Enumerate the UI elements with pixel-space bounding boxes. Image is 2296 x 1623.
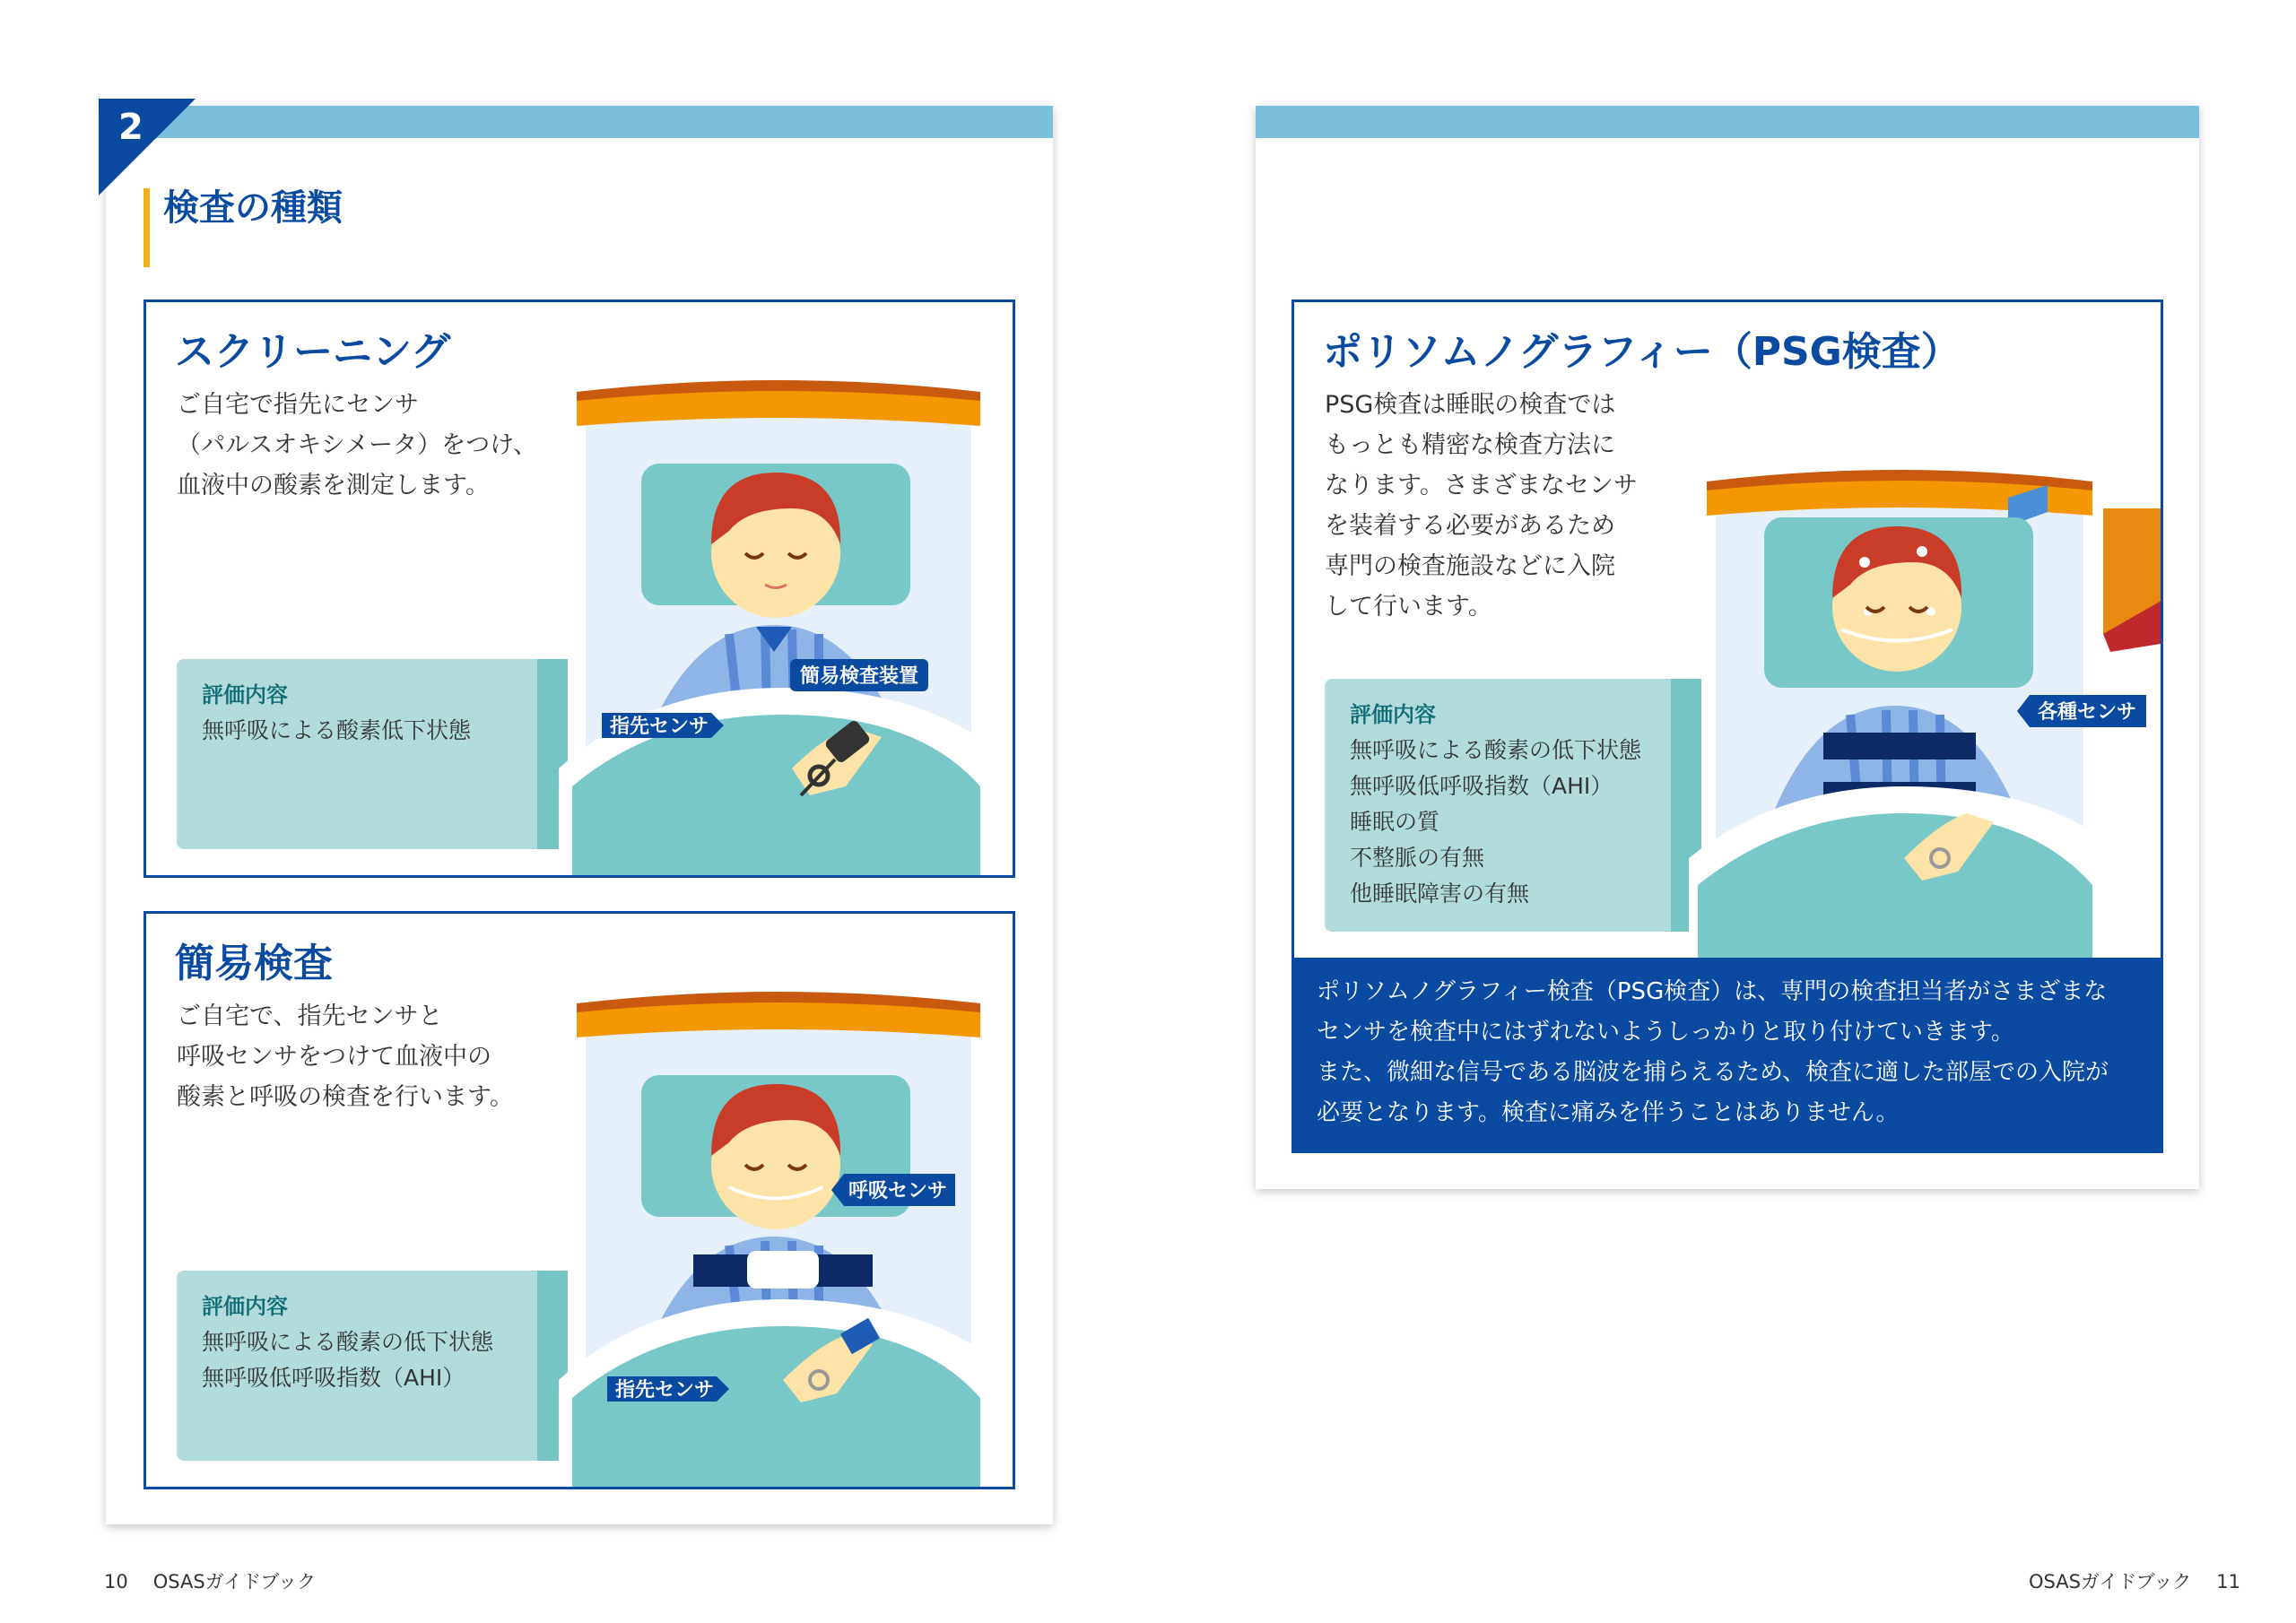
simple-test-illustration [559, 985, 1015, 1489]
svg-text:各種センサ: 各種センサ [2037, 701, 2137, 724]
eval-heading: 評価内容 [1350, 702, 1436, 727]
screening-title: スクリーニング [175, 329, 451, 375]
eval-items: 無呼吸による酸素低下状態 [202, 717, 472, 743]
footer-title-right: OSASガイドブック [2029, 1571, 2192, 1593]
simple-test-eval-box [177, 1271, 568, 1461]
page-header-bar [106, 106, 1053, 138]
svg-text:呼吸センサ: 呼吸センサ [848, 1180, 948, 1202]
simple-test-card [144, 911, 1015, 1489]
page-number-right: 11 [2216, 1571, 2240, 1593]
page-header-bar [1256, 106, 2199, 138]
screening-description: ご自宅で指先にセンサ （パルスオキシメータ）をつけ、 血液中の酸素を測定します。 [177, 391, 538, 499]
svg-text:指先センサ: 指先センサ [609, 716, 709, 738]
chest-belt [1823, 733, 1976, 759]
psg-card [1292, 299, 2163, 963]
psg-illustration [1689, 464, 2163, 963]
eval-items: 無呼吸による酸素の低下状態 無呼吸低呼吸指数（AHI） 睡眠の質 不整脈の有無 他睡眠障害の有無 [1350, 737, 1642, 907]
screening-eval-box [177, 659, 568, 849]
section-title: 検査の種類 [163, 187, 343, 229]
eval-items: 無呼吸による酸素の低下状態 無呼吸低呼吸指数（AHI） [202, 1329, 494, 1391]
chapter-badge [99, 99, 196, 195]
simple-test-title: 簡易検査 [175, 941, 333, 986]
screening-illustration [559, 374, 1015, 878]
psg-title: ポリソムノグラフィー（PSG検査） [1323, 329, 1961, 375]
right-page [1256, 106, 2199, 1189]
eval-heading: 評価内容 [202, 682, 288, 707]
page-number-left: 10 [104, 1571, 128, 1593]
simple-test-description: ご自宅で、指先センサと 呼吸センサをつけて血液中の 酸素と呼吸の検査を行います。 [177, 1002, 514, 1111]
section-accent-bar [144, 188, 150, 267]
footer-title-left: OSASガイドブック [152, 1571, 316, 1593]
screening-card [144, 299, 1015, 878]
svg-text:簡易検査装置: 簡易検査装置 [799, 665, 919, 688]
svg-text:指先センサ: 指先センサ [614, 1379, 715, 1402]
footer-right [2029, 1567, 2240, 1594]
psg-description: PSG検査は睡眠の検査では もっとも精密な検査方法に なります。さまざまなセンサ を装着する必要があるため 専門の検査施設などに入院 して行います。 [1325, 391, 1638, 621]
footer-left [104, 1567, 316, 1594]
eval-heading: 評価内容 [202, 1294, 288, 1319]
psg-eval-box [1325, 679, 1701, 932]
psg-note-box: ポリソムノグラフィー検査（PSG検査）は、専門の検査担当者がさまざまな センサを検査中にはずれないようしっかりと取り付けていきます。 また、微細な信号である脳波を捕らえるため、検査に適した部屋での入院が 必要となります。検査に痛みを伴うことはありません。 [1292, 958, 2163, 1153]
left-page [106, 106, 1053, 1524]
chapter-number: 2 [118, 107, 144, 148]
